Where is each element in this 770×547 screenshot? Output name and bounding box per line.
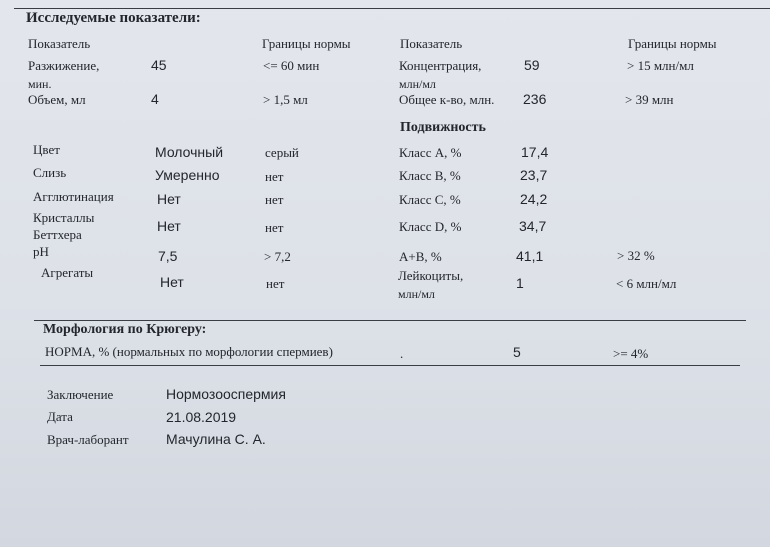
aggregates-norm: нет <box>266 276 285 291</box>
color-value: Молочный <box>155 144 224 160</box>
ph-value: 7,5 <box>158 248 178 264</box>
volume-norm: > 1,5 мл <box>263 92 308 107</box>
conclusion-label: Заключение <box>47 387 114 402</box>
class-a-value: 17,4 <box>521 144 549 160</box>
crystals-label: Кристаллы <box>33 210 95 225</box>
class-c-label: Класс C, % <box>399 192 461 207</box>
doctor-value: Мачулина С. А. <box>166 431 266 447</box>
agglutination-norm: нет <box>265 192 284 207</box>
top-rule <box>14 8 770 9</box>
morphology-title: Морфология по Крюгеру: <box>43 322 207 337</box>
leukocytes-label-unit: млн/мл <box>398 287 435 301</box>
date-value: 21.08.2019 <box>166 409 237 425</box>
mucus-value: Умеренно <box>155 167 220 183</box>
ab-value: 41,1 <box>516 248 544 264</box>
morphology-label: НОРМА, % (нормальных по морфологии спермиев) <box>45 344 333 359</box>
liquefaction-label: Разжижение, <box>28 58 100 73</box>
liquefaction-value: 45 <box>151 57 167 73</box>
morphology-norm: >= 4% <box>613 346 649 361</box>
liquefaction-norm: <= 60 мин <box>263 58 320 73</box>
concentration-label: Концентрация, <box>399 58 482 73</box>
column-header-norm-right: Границы нормы <box>628 36 717 51</box>
total-count-label: Общее к-во, млн. <box>399 92 495 107</box>
ab-label: A+B, % <box>399 249 442 264</box>
ph-label: pH <box>33 244 49 259</box>
concentration-value: 59 <box>524 57 540 73</box>
agglutination-label: Агглютинация <box>33 189 114 204</box>
total-count-value: 236 <box>523 91 547 107</box>
volume-value: 4 <box>151 91 159 107</box>
class-d-value: 34,7 <box>519 218 547 234</box>
crystals-value: Нет <box>157 218 181 234</box>
aggregates-value: Нет <box>160 274 184 290</box>
section-title: Исследуемые показатели: <box>26 10 201 26</box>
column-header-norm-left: Границы нормы <box>262 36 351 51</box>
leukocytes-value: 1 <box>516 275 524 291</box>
mucus-label: Слизь <box>33 165 67 180</box>
column-header-indicator-left: Показатель <box>28 36 91 51</box>
leukocytes-norm: < 6 млн/мл <box>616 276 677 291</box>
motility-title: Подвижность <box>400 120 486 135</box>
color-label: Цвет <box>33 142 60 157</box>
morphology-value: 5 <box>513 344 521 360</box>
total-count-norm: > 39 млн <box>625 92 674 107</box>
mucus-norm: нет <box>265 169 284 184</box>
crystals-norm: нет <box>265 220 284 235</box>
column-header-indicator-right: Показатель <box>400 36 463 51</box>
class-b-label: Класс B, % <box>399 168 461 183</box>
class-d-label: Класс D, % <box>399 219 462 234</box>
leukocytes-label: Лейкоциты, <box>398 268 464 283</box>
morphology-top-rule <box>34 320 746 321</box>
ph-norm: > 7,2 <box>264 249 291 264</box>
concentration-label-unit: млн/мл <box>399 77 436 91</box>
class-b-value: 23,7 <box>520 167 548 183</box>
volume-label: Объем, мл <box>28 92 86 107</box>
aggregates-label: Агрегаты <box>41 265 94 280</box>
crystals-label-2: Беттхера <box>33 227 82 242</box>
morphology-dot: . <box>400 346 404 361</box>
liquefaction-label-unit: мин. <box>28 77 52 91</box>
ab-norm: > 32 % <box>617 248 655 263</box>
conclusion-value: Нормозооспермия <box>166 386 286 402</box>
class-a-label: Класс A, % <box>399 145 462 160</box>
date-label: Дата <box>47 409 73 424</box>
doctor-label: Врач-лаборант <box>47 432 129 447</box>
agglutination-value: Нет <box>157 191 181 207</box>
concentration-norm: > 15 млн/мл <box>627 58 694 73</box>
class-c-value: 24,2 <box>520 191 548 207</box>
morphology-bottom-rule <box>40 365 740 366</box>
color-norm: серый <box>265 145 299 160</box>
